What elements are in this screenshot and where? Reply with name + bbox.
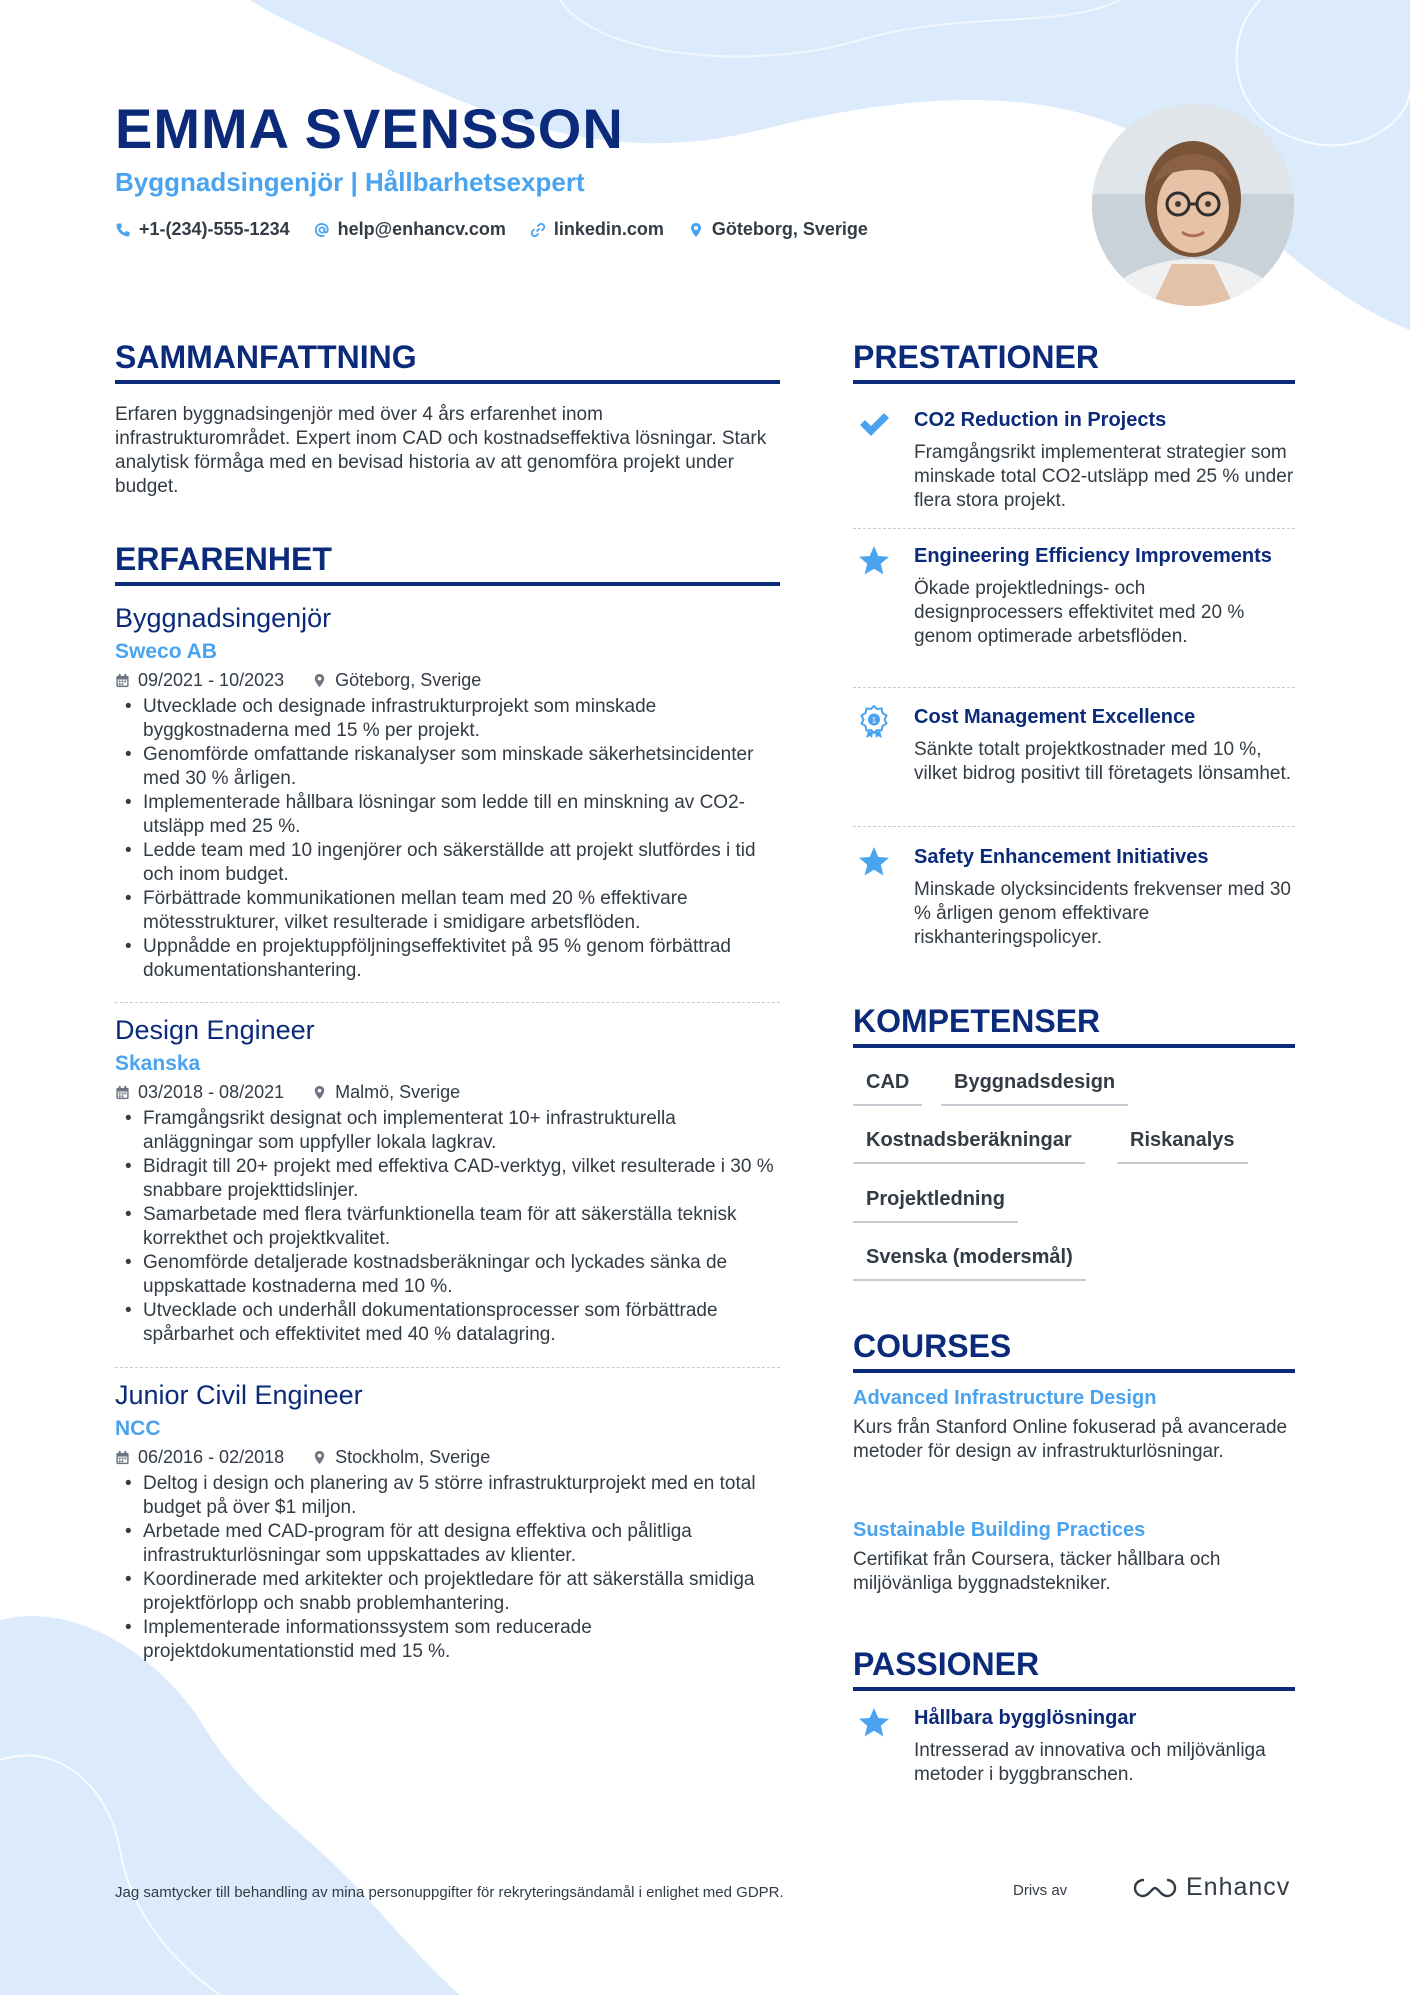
contact-email[interactable] — [314, 219, 506, 240]
star-icon — [857, 845, 891, 879]
achievement-desc: Ökade projektlednings- och designprocessers effektivitet med 20 % genom optimerade arbetsflöden. — [914, 578, 1245, 647]
job-bullet: • Utvecklade och designade infrastrukturprojekt som minskade byggkostnaderna med 15 % per projekt. — [115, 695, 780, 743]
course-desc: Certifikat från Coursera, täcker hållbara och miljövänliga byggnadstekniker. — [853, 1549, 1221, 1594]
job-bullet: • Koordinerade med arkitekter och projektledare för att säkerställa smidiga projektförlopp och snabb problemhantering. — [115, 1568, 780, 1616]
skill-tag: Svenska (modersmål) — [853, 1246, 1086, 1281]
divider — [853, 687, 1295, 688]
calendar-icon — [115, 1085, 130, 1100]
job-company: NCC — [115, 1417, 161, 1440]
job-bullet: • Implementerade hållbara lösningar som ledde till en minskning av CO2-utsläpp med 25 %. — [115, 791, 780, 839]
job-entry — [115, 603, 780, 983]
star-icon — [857, 544, 891, 578]
course-title: Advanced Infrastructure Design — [853, 1387, 1157, 1409]
achievements-heading: PRESTATIONER — [853, 339, 1295, 384]
calendar-icon — [115, 673, 130, 688]
skill-tag: CAD — [853, 1071, 922, 1106]
job-bullets — [115, 1472, 780, 1664]
award-ribbon-icon — [857, 705, 891, 739]
job-meta — [115, 670, 780, 691]
achievement-desc: Minskade olycksincidents frekvenser med 30 % årligen genom effektivare riskhanteringspolicyer. — [914, 879, 1292, 948]
phone-text: +1-(234)-555-1234 — [139, 219, 290, 239]
job-bullet: • Deltog i design och planering av 5 större infrastrukturprojekt med en total budget på över $1 miljon. — [115, 1472, 780, 1520]
achievement-item — [853, 705, 1295, 786]
job-entry — [115, 1380, 780, 1664]
job-company: Sweco AB — [115, 640, 217, 663]
job-bullet: • Genomförde omfattande riskanalyser som minskade säkerhetsincidenter med 30 % årligen. — [115, 743, 780, 791]
job-title: Design Engineer — [115, 1015, 315, 1045]
contact-location — [688, 219, 868, 240]
star-icon — [857, 1706, 891, 1740]
courses-heading: COURSES — [853, 1328, 1295, 1373]
contact-phone[interactable] — [115, 219, 290, 240]
course-title: Sustainable Building Practices — [853, 1519, 1146, 1541]
divider — [853, 826, 1295, 827]
job-dates-text: 09/2021 - 10/2023 — [138, 670, 285, 690]
candidate-title: Byggnadsingenjör | Hållbarhetsexpert — [115, 167, 585, 197]
achievement-title: CO2 Reduction in Projects — [914, 409, 1167, 431]
summary-heading: SAMMANFATTNING — [115, 339, 780, 384]
location-pin-icon — [312, 1085, 327, 1100]
job-bullet: • Förbättrade kommunikationen mellan team med 20 % effektivare mötesstrukturer, vilket resulterade i smidigare arbetsflöden. — [115, 887, 780, 935]
job-bullet: • Ledde team med 10 ingenjörer och säkerställde att projekt slutfördes i tid och inom budget. — [115, 839, 780, 887]
checkmark-icon — [857, 408, 891, 442]
achievement-item — [853, 845, 1295, 950]
job-bullet: • Uppnådde en projektuppföljningseffektivitet på 95 % genom förbättrad dokumentationshantering. — [115, 935, 780, 983]
profile-photo — [1092, 104, 1294, 306]
skill-tag: Kostnadsberäkningar — [853, 1129, 1085, 1164]
job-bullet: • Arbetade med CAD-program för att designa effektiva och pålitliga infrastrukturlösningar som uppskattades av klienter. — [115, 1520, 780, 1568]
job-bullet: • Samarbetade med flera tvärfunktionella team för att säkerställa teknisk korrekthet och projektkvalitet. — [115, 1203, 780, 1251]
job-title: Byggnadsingenjör — [115, 603, 332, 633]
gdpr-consent: Jag samtycker till behandling av mina personuppgifter för rekryteringsändamål i enlighet med GDPR. — [115, 1884, 784, 1901]
job-location — [312, 1082, 460, 1103]
skill-tag: Projektledning — [853, 1188, 1018, 1223]
job-dates-text: 06/2016 - 02/2018 — [138, 1447, 285, 1467]
job-bullet: • Genomförde detaljerade kostnadsberäkningar och lyckades sänka de uppskattade kostnaderna med 10 %. — [115, 1251, 780, 1299]
course-item — [853, 1387, 1295, 1464]
divider — [853, 528, 1295, 529]
job-location-text: Stockholm, Sverige — [335, 1447, 491, 1467]
enhancv-logo-text: Enhancv — [1186, 1873, 1291, 1901]
course-desc: Kurs från Stanford Online fokuserad på avancerade metoder för design av infrastrukturlösningar. — [853, 1417, 1288, 1462]
skill-tag: Byggnadsdesign — [941, 1071, 1128, 1106]
skill-tag: Riskanalys — [1117, 1129, 1248, 1164]
achievement-item — [853, 408, 1295, 513]
passion-title: Hållbara bygglösningar — [914, 1707, 1137, 1729]
job-entry — [115, 1015, 780, 1347]
location-pin-icon — [312, 673, 327, 688]
job-dates — [115, 1082, 284, 1103]
job-bullet: • Framgångsrikt designat och implementerat 10+ infrastrukturella anläggningar som uppfyller lokala lagkrav. — [115, 1107, 780, 1155]
divider — [115, 1002, 780, 1003]
achievement-desc: Sänkte totalt projektkostnader med 10 %, vilket bidrog positivt till företagets lönsamhet. — [914, 739, 1292, 784]
job-dates — [115, 670, 284, 691]
job-location-text: Malmö, Sverige — [335, 1082, 461, 1102]
job-location — [312, 670, 481, 691]
skills-heading: KOMPETENSER — [853, 1003, 1295, 1048]
course-item — [853, 1519, 1295, 1596]
achievement-item — [853, 544, 1295, 649]
achievement-title: Safety Enhancement Initiatives — [914, 846, 1209, 868]
contact-linkedin[interactable] — [530, 219, 664, 240]
job-dates-text: 03/2018 - 08/2021 — [138, 1082, 285, 1102]
experience-heading: ERFARENHET — [115, 541, 780, 586]
divider — [115, 1367, 780, 1368]
job-bullet: • Bidragit till 20+ projekt med effektiva CAD-verktyg, vilket resulterade i 30 % snabbare projekttidslinjer. — [115, 1155, 780, 1203]
enhancv-logo[interactable] — [1132, 1873, 1290, 1902]
email-text: help@enhancv.com — [337, 219, 506, 239]
achievement-title: Engineering Efficiency Improvements — [914, 545, 1272, 567]
passions-heading: PASSIONER — [853, 1646, 1295, 1691]
at-sign-icon — [314, 222, 330, 238]
job-bullet: • Utvecklade och underhåll dokumentationsprocesser som förbättrade spårbarhet och effektivitet med 40 % datalagring. — [115, 1299, 780, 1347]
calendar-icon — [115, 1450, 130, 1465]
job-bullets — [115, 1107, 780, 1347]
contact-row — [115, 219, 868, 240]
achievement-title: Cost Management Excellence — [914, 706, 1196, 728]
summary-text: Erfaren byggnadsingenjör med över 4 års erfarenhet inom infrastrukturområdet. Expert inom CAD och kostnadseffektiva lösningar. Stark analytisk förmåga med en bevisad historia av att genomföra projekt under budget. — [115, 404, 767, 497]
linkedin-text: linkedin.com — [553, 219, 664, 239]
job-title: Junior Civil Engineer — [115, 1380, 363, 1410]
job-dates — [115, 1447, 284, 1468]
job-meta — [115, 1082, 780, 1103]
passion-desc: Intresserad av innovativa och miljövänliga metoder i byggbranschen. — [914, 1740, 1266, 1785]
job-location — [312, 1447, 490, 1468]
job-bullet: • Implementerade informationssystem som reducerade projektdokumentationstid med 15 %. — [115, 1616, 780, 1664]
svg-text:1: 1 — [871, 716, 877, 725]
job-meta — [115, 1447, 780, 1468]
achievement-desc: Framgångsrikt implementerat strategier som minskade total CO2-utsläpp med 25 % under flera stora projekt. — [914, 442, 1294, 511]
passion-item — [853, 1706, 1295, 1787]
link-icon — [530, 222, 546, 238]
location-pin-icon — [312, 1450, 327, 1465]
candidate-name: EMMA SVENSSON — [115, 97, 624, 160]
job-company: Skanska — [115, 1052, 201, 1075]
enhancv-logo-icon — [1132, 1875, 1178, 1901]
location-pin-icon — [688, 222, 704, 238]
job-location-text: Göteborg, Sverige — [335, 670, 482, 690]
phone-icon — [115, 222, 131, 238]
powered-by-label: Drivs av — [1013, 1882, 1068, 1899]
location-text: Göteborg, Sverige — [711, 219, 868, 239]
portrait-illustration — [1092, 104, 1294, 306]
job-bullets — [115, 695, 780, 983]
